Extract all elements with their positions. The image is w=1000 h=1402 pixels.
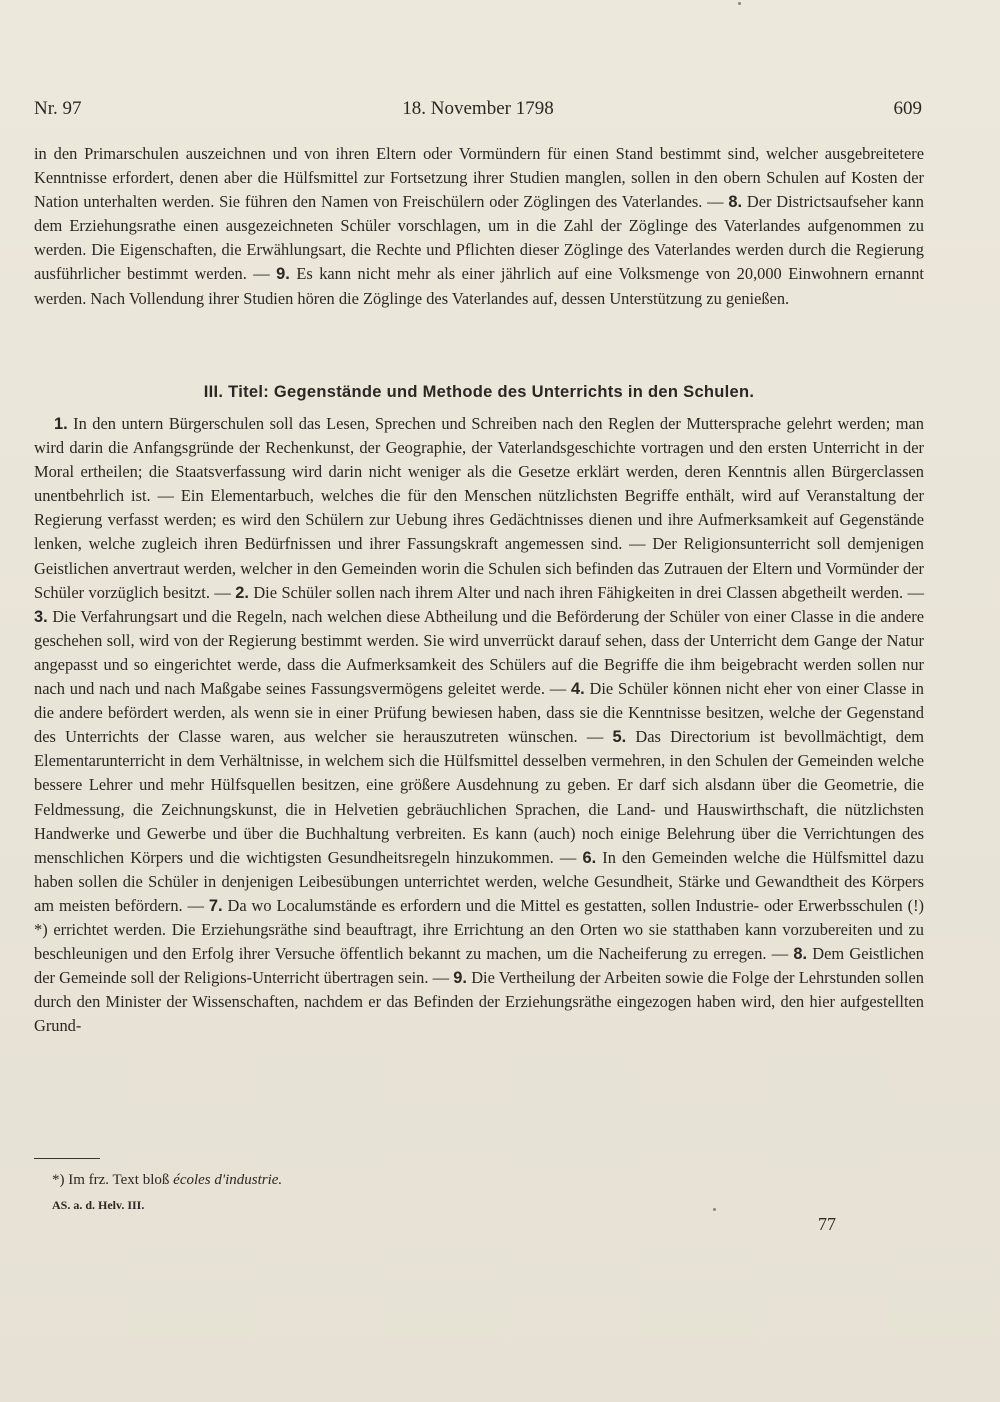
article-number: 6. [582,848,597,867]
source-signature: AS. a. d. Helv. III. [52,1198,145,1212]
footnote-italic-text: écoles d'industrie. [173,1172,283,1188]
text-segment: In den Gemeinden welche die Hülfsmittel dazu haben sollen die Schüler in denjenigen Leibesübungen unterrichtet werden, welche Gesundheit, Stärke und Gewandtheit des Körpers am meisten befördern. — [34,847,925,915]
article-number: 9. [453,969,467,988]
page-header [34,98,922,128]
paper-speck [713,1208,716,1211]
footnote [52,1172,282,1189]
text-segment: Die Vertheilung der Arbeiten sowie die Folge der Lehrstunden sollen durch den Minister der Wissenschaften, nachdem er das Befinden der Erziehungsräthe eingezogen haben wird, den hier aufgestellten Grund- [34,968,925,1036]
text-segment: Da wo Localumstände es erfordern und die Mittel es gestatten, sollen Industrie- oder Erwerbsschulen (!) *) errichtet werden. Die Erziehungsräthe sind beauftragt, ihre Errichtung an den Orten wo sie statthaben kann vorzubereiten und zu beschleunigen und den Erfolg ihrer Versuche öffentlich bekannt zu machen, um die Nacheiferung zu erregen. — [34,895,924,964]
document-number: Nr. 97 [34,98,82,119]
article-number: 8. [793,945,808,964]
paragraph-text [34,142,924,311]
article-number: 2. [235,583,249,602]
paragraph-text [34,412,924,1038]
article-number: 7. [208,896,223,915]
text-segment: Der Districtsaufseher kann dem Erziehungsrathe einen ausgezeichneten Schüler vorschlagen, um in die Zahl der Zöglinge des Vaterlandes aufgenommen zu werden. Die Eigenschaften, die Erwählungsart, die Rechte und Pflichten dieser Zöglinge des Vaterlandes werden durch die Regierung ausführlicher bestimmt werden. — [34,192,924,284]
article-number: 5. [612,728,627,747]
text-segment: Die Schüler können nicht eher von einer Classe in die andere befördert werden, als wenn sie in einer Prüfung bewiesen haben, dass sie die Kenntnisse besitzen, welche der Gegenstand des Unterrichts der Classe waren, aus welcher sie herauszutreten wünschen. — [34,679,924,747]
text-segment: Dem Geistlichen der Gemeinde soll der Religions-Unterricht übertragen sein. — [34,944,924,988]
footnote-divider [34,1158,100,1159]
text-segment: Es kann nicht mehr als einer jährlich auf eine Volksmenge von 20,000 Einwohnern ernannt werden. Nach Vollendung ihrer Studien hören die Zöglinge des Vaterlandes auf, dessen Unterstützung zu genießen. [34,264,924,308]
paper-speck [738,2,741,5]
footnote-text: *) Im frz. Text bloß [52,1172,174,1188]
article-number: 3. [34,607,48,626]
article-number: 4. [570,680,585,699]
document-date: 18. November 1798 [402,98,554,119]
article-number: 8. [728,193,743,212]
sheet-number: 77 [818,1214,836,1234]
page-number: 609 [893,98,922,119]
section-heading: III. Titel: Gegenstände und Methode des Unterrichts in den Schulen. [203,383,755,401]
text-segment: In den untern Bürgerschulen soll das Lesen, Sprechen und Schreiben nach den Reglen der Muttersprache gelehrt werden; man wird darin die Anfangsgründe der Rechenkunst, der Geographie, der Vaterlandsgeschichte vortragen und den ersten Unterricht in der Moral ertheilen; die Staatsverfassung wird darin nicht weniger als die Gesetze erklärt werden, deren Kenntnis allen Bürgerclassen unentbehrlich ist. — Ein Elementarbuch, welches die für den Menschen nützlichsten Begriffe enthält, wird auf Veranstaltung der Regierung verfasst werden; es wird den Schülern zur Uebung ihres Gedächtnisses dienen und ihre Aufmerksamkeit auf Gegenstände lenken, welche zugleich ihren Bedürfnissen und ihrer Fassungskraft angemessen sind. — Der Religionsunterricht soll demjenigen Geistlichen anvertraut werden, welcher in den Gemeinden worin die Schulen sich befinden das Zutrauen der Eltern und Vormünder der Schüler vorzüglich besitzt. — [34,414,924,602]
section-body [34,412,924,1038]
text-segment: Die Verfahrungsart und die Regeln, nach welchen diese Abtheilung und die Beförderung der Schüler von einer Classe in die andere geschehen soll, wird von der Regierung bestimmt werden. Sie wird unverrückt darauf sehen, dass der Unterricht dem Gange der Natur angepasst und so eingerichtet werde, dass die Aufmerksamkeit des Schülers auf die Begriffe die ihm beigebracht werden sollen nur nach und nach und nach Maßgabe seines Fassungsvermögens geleitet werde. — [34,606,924,699]
article-number: 9. [276,265,290,284]
text-segment: Die Schüler sollen nach ihrem Alter und nach ihren Fähigkeiten in drei Classen abgetheilt werden. — [248,582,924,602]
article-number: 1. [54,415,68,433]
text-segment: in den Primarschulen auszeichnen und von ihren Eltern oder Vormündern für einen Stand bestimmt sind, welcher ausgebreitetere Kenntnisse erfordert, denen aber die Hülfsmittel zur Fortsetzung ihrer Studien manglen, sollen in den obern Schulen auf Kosten der Nation unterhalten werden. Sie führen den Namen von Freischülern oder Zöglingen des Vaterlandes. — [34,144,924,212]
paragraph-continuation [34,142,924,311]
text-segment: Das Directorium ist bevollmächtigt, dem Elementarunterricht in dem Verhältnisse, in welchem sich die Hülfsmittel desselben vermehren, in den Schulen der Gemeinden welche bessere Lehrer und mehr Hülfsquellen besitzen, eine größere Ausdehnung zu geben. Er darf sich alsdann über die Geometrie, die Feldmessung, die Zeichnungskunst, die in Helvetien gebräuchlichen Sprachen, die Land- und Hauswirthschaft, die nützlichsten Handwerke und Gewerbe und über die Buchhaltung verbreiten. Es kann (auch) noch einige Belehrung über die Verrichtungen des menschlichen Körpers und die wichtigsten Gesundheitsregeln hinzukommen. — [34,727,924,867]
